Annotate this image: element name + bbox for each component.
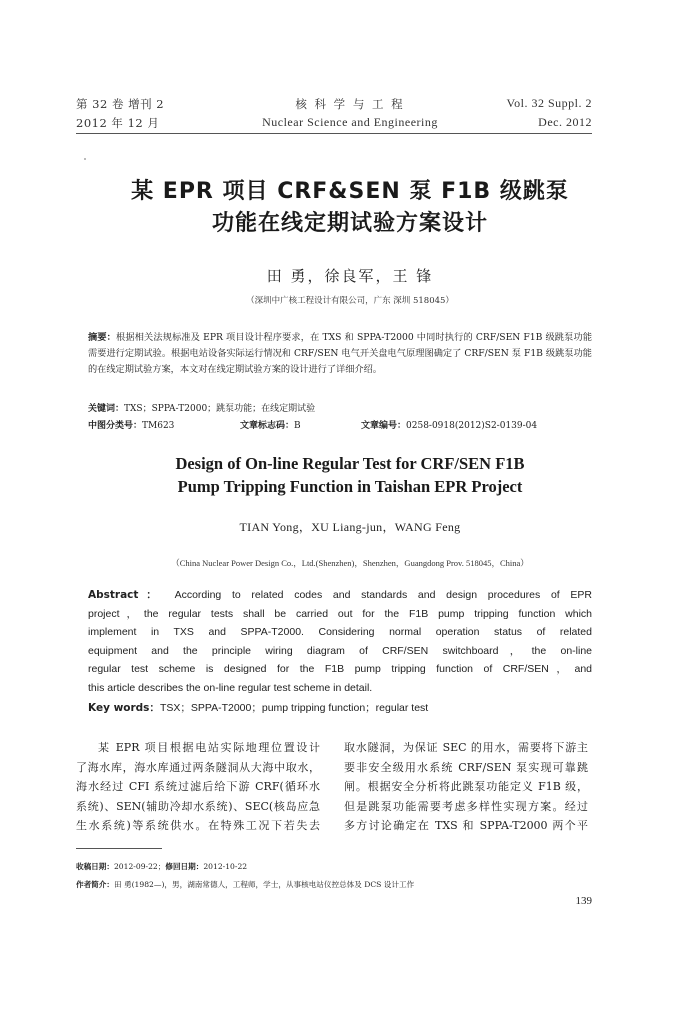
body-line: 要非安全级用水系统 CRF/SEN 泵实现可靠跳 [344, 760, 588, 774]
body-line: 某 EPR 项目根据电站实际地理位置设计 [98, 741, 320, 754]
paper-title-en-line1: Design of On-line Regular Test for CRF/SEN F1B [175, 454, 525, 473]
abstract-cn-label: 摘要： [88, 332, 117, 343]
keywords-en-label: Key words： [88, 702, 160, 714]
bio-label: 作者简介： [76, 880, 114, 889]
keywords-cn-label: 关键词： [88, 404, 125, 414]
clc-value: TM623 [142, 421, 175, 431]
received-label: 收稿日期： [76, 862, 114, 871]
page-number: 139 [575, 895, 592, 907]
affiliation-cn: （深圳中广核工程设计有限公司，广东 深圳 518045） [246, 296, 454, 306]
revised-label: 修回日期： [165, 862, 204, 871]
authors-en: TIAN Yong，XU Liang-jun，WANG Feng [239, 520, 461, 534]
body-line: 海水经过 CFI 系统过滤后给下游 CRF(循环水 [76, 780, 320, 793]
keywords-en-text: TSX；SPPA-T2000；pump tripping function；regular test [159, 702, 429, 714]
doc-value: B [294, 421, 301, 431]
abstract-cn-text: 根据相关法规标准及 EPR 项目设计程序要求，在 TXS 和 SPPA-T2000 中同时执行的 CRF/SEN F1B 级跳泵功能需要进行定期试验。根据电站设备实际运行情况和 CRF/SEN 电气开关盘电气原理图确定了 CRF/SEN 泵 F1B 级跳泵功能的在线定期试验方案，本文对在线定期试验方案的设计进行了详细介绍。 [88, 332, 593, 375]
clc-label: 中图分类号： [88, 421, 143, 431]
paper-title-cn-line2: 功能在线定期试验方案设计 [211, 211, 488, 236]
abstract-en-line: this article describes the on-line regular test scheme in detail. [88, 681, 373, 694]
body-line: 但是跳泵功能需要考虑多样性实现方案。经过 [344, 799, 588, 813]
journal-volume: 第 32 卷 增刊 2 [76, 97, 165, 111]
paper-title-cn-line1: 某 EPR 项目 CRF&SEN 泵 F1B 级跳泵 [131, 179, 569, 204]
header-rule [76, 133, 592, 134]
footnote-rule [76, 848, 162, 849]
body-line: 生水系统)等系统供水。在特殊工况下若失去 [76, 819, 320, 832]
abstract-en-line: project，the regular tests shall be carried out for the F1B pump tripping function which [88, 607, 592, 620]
body-line: 取水隧洞，为保证 SEC 的用水，需要将下游主 [344, 741, 588, 754]
footnote-dates [76, 861, 247, 872]
abstract-en-line: regular test scheme is designed for the F1B pump tripping function of CRF/SEN，and [88, 663, 592, 675]
doc-label: 文章标志码： [240, 421, 295, 431]
abstract-en-line: Abstract： According to related codes and standards and design procedures of EPR [88, 589, 592, 601]
article-id-label: 文章编号： [361, 421, 407, 431]
abstract-en-line: equipment and the principle wiring diagram of CRF/SEN switchboard，the on-line [88, 644, 592, 657]
body-line: 闸。根据安全分析将此跳泵功能定义 F1B 级， [344, 780, 588, 793]
journal-date-en: Dec. 2012 [538, 115, 592, 129]
document-code [240, 418, 301, 431]
authors-cn: 田 勇，徐良军，王 锋 [266, 267, 434, 285]
abstract-en [88, 586, 592, 697]
body-line: 了海水库，海水库通过两条隧洞从大海中取水， [76, 760, 320, 774]
body-column-left [76, 738, 320, 836]
received-value: 2012-09-22； [113, 862, 166, 871]
article-id-value: 0258-0918(2012)S2-0139-04 [406, 421, 538, 431]
body-line: 系统)、SEN(辅助冷却水系统)、SEC(核岛应急 [76, 799, 320, 813]
abstract-en-label: Abstract： [88, 589, 165, 601]
journal-title-cn: 核 科 学 与 工 程 [295, 97, 405, 111]
clc-number [88, 418, 174, 431]
journal-volume-en: Vol. 32 Suppl. 2 [506, 96, 592, 110]
keywords-en [88, 700, 428, 715]
paper-title-en-line2: Pump Tripping Function in Taishan EPR Project [177, 477, 523, 496]
article-id [361, 418, 537, 431]
journal-date: 2012 年 12 月 [76, 116, 160, 130]
body-column-right [344, 738, 588, 836]
keywords-cn-text: TXS；SPPA-T2000；跳泵功能；在线定期试验 [124, 404, 316, 414]
bio-text: 田 勇(1982—)，男，湖南常德人，工程师，学士，从事核电站仪控总体及 DCS 设计工作 [113, 880, 415, 889]
footnote-author-bio [76, 879, 414, 890]
affiliation-en: （China Nuclear Power Design Co.，Ltd.(Shenzhen)，Shenzhen，Guangdong Prov. 518045，China） [171, 558, 529, 568]
keywords-cn [88, 401, 315, 414]
abstract-en-line: implement in TXS and SPPA-T2000. Considering normal operation status of related [88, 626, 592, 638]
body-line: 多方讨论确定在 TXS 和 SPPA-T2000 两个平 [344, 819, 588, 832]
revised-value: 2012-10-22 [203, 862, 248, 871]
abstract-cn [88, 330, 592, 378]
journal-title-en: Nuclear Science and Engineering [262, 115, 438, 129]
scan-speck [84, 158, 86, 160]
